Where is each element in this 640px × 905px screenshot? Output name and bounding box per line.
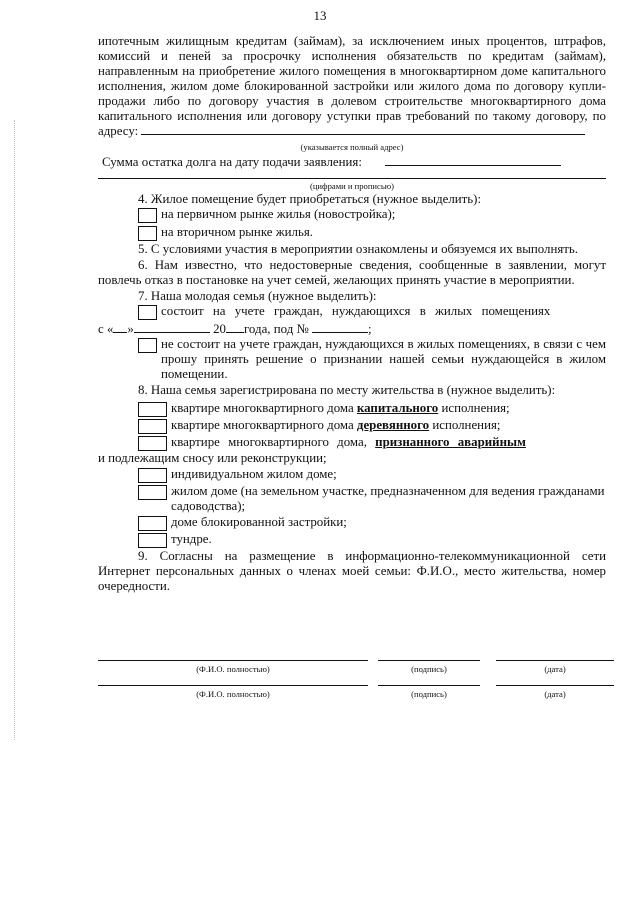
year-field-line[interactable] <box>226 322 244 333</box>
date-quote-close: » <box>127 322 134 336</box>
section-8-option-6 <box>98 515 606 531</box>
debt-amount-line[interactable] <box>385 155 561 166</box>
sign-field-1 <box>378 660 480 674</box>
option-capital-building-label <box>171 401 510 416</box>
debt-label: Сумма остатка долга на дату подачи заявления: <box>102 155 362 169</box>
debt-row <box>98 155 606 170</box>
date-caption-2: (дата) <box>544 689 566 699</box>
opt3-text-a: квартире многоквартирного дома, <box>171 435 376 449</box>
section-7-option-2 <box>98 337 606 382</box>
option-secondary-market-label: на вторичном рынке жилья. <box>161 225 313 239</box>
section-8-option-1 <box>98 401 606 417</box>
section-4-option-2 <box>98 225 606 241</box>
page-number: 13 <box>313 8 327 23</box>
section-8-heading: 8. Наша семья зарегистрирована по месту жительства в (нужное выделить): <box>138 383 556 397</box>
fio-line-1[interactable] <box>98 660 368 661</box>
section-8-option-2 <box>98 418 606 434</box>
date-row-semicolon: ; <box>368 322 372 336</box>
intro-text: ипотечным жилищным кредитам (займам), за исключением иных процентов, штрафов, комиссий и пеней за просрочку исполнения обязательств по кредитам (займам), направленным на приобретение жилого помещения в многоквартирном доме капитального исполнения, жилом доме блокированной застройки или жилого дома по договору купли-продажи либо по договору участия в долевом строительстве многоквартирного дома капитального исполнения или договору уступки прав требований по такому договору, по адресу: <box>98 34 606 138</box>
opt1-text-c: исполнения; <box>438 401 510 415</box>
option-blocked-house-label: доме блокированной застройки; <box>171 515 347 529</box>
registration-date-row <box>98 322 606 337</box>
section-7-option-1 <box>98 304 606 320</box>
date-caption-1: (дата) <box>544 664 566 674</box>
checkbox-tundra[interactable] <box>138 533 167 548</box>
option-registered-label: состоит на учете граждан, нуждающихся в жилых помещениях <box>161 304 551 318</box>
checkbox-wooden-building[interactable] <box>138 419 167 434</box>
registration-number-line[interactable] <box>312 322 368 333</box>
section-8-option-7 <box>98 532 606 548</box>
debt-amount-full-line[interactable] <box>98 178 606 179</box>
opt2-text-a: квартире многоквартирного дома <box>171 418 357 432</box>
signature-row-1 <box>98 660 614 674</box>
year-prefix: 20 <box>213 322 226 336</box>
section-5: 5. С условиями участия в мероприятии ознакомлены и обязуемся их выполнять. <box>138 242 579 256</box>
opt1-text-a: квартире многоквартирного дома <box>171 401 357 415</box>
opt2-text-b: деревянного <box>356 418 430 432</box>
opt1-text-b: капитального <box>356 401 439 415</box>
sign-line-1[interactable] <box>378 660 480 661</box>
section-4-heading: 4. Жилое помещение будет приобретаться (нужное выделить): <box>138 192 482 206</box>
section-8-option-5 <box>98 484 606 514</box>
year-suffix: года, под № <box>243 322 309 336</box>
option-tundra-label: тундре. <box>171 532 212 546</box>
address-caption: (указывается полный адрес) <box>300 142 404 152</box>
margin-dotted-line <box>14 120 16 740</box>
date-field-2 <box>496 685 614 699</box>
option-not-registered-label: не состоит на учете граждан, нуждающихся в жилых помещениях, в связи с чем прошу принять решение о признании нашей семьи нуждающейся в жилом помещении. <box>161 337 606 381</box>
sign-field-2 <box>378 685 480 699</box>
date-line-1[interactable] <box>496 660 614 661</box>
fio-caption-2: (Ф.И.О. полностью) <box>196 689 270 699</box>
fio-field-1 <box>98 660 368 674</box>
month-field-line[interactable] <box>134 322 210 333</box>
section-8-option-3 <box>98 435 606 451</box>
section-7-heading: 7. Наша молодая семья (нужное выделить): <box>138 289 377 303</box>
signature-row-2 <box>98 685 614 699</box>
checkbox-garden-house[interactable] <box>138 485 167 500</box>
date-field-1 <box>496 660 614 674</box>
option-emergency-building-label <box>171 435 526 450</box>
option-garden-house-label: жилом доме (на земельном участке, предназначенном для ведения гражданами садоводства); <box>171 484 605 513</box>
document-body <box>98 34 606 594</box>
date-prefix: с « <box>98 322 114 336</box>
fio-line-2[interactable] <box>98 685 368 686</box>
checkbox-not-registered[interactable] <box>138 338 157 353</box>
date-line-2[interactable] <box>496 685 614 686</box>
section-8-option-4 <box>98 467 606 483</box>
section-6: 6. Нам известно, что недостоверные сведения, сообщенные в заявлении, могут повлечь отказ в постановке на учет семей, желающих принять участие в мероприятии. <box>98 258 606 287</box>
sign-caption-2: (подпись) <box>411 689 447 699</box>
address-field-line[interactable] <box>141 124 585 135</box>
fio-field-2 <box>98 685 368 699</box>
section-9: 9. Согласны на размещение в информационно-телекоммуникационной сети Интернет персональных данных о членах моей семьи: Ф.И.О., место жительства, номер очередности. <box>98 549 606 593</box>
option-wooden-building-label <box>171 418 501 433</box>
amount-caption: (цифрами и прописью) <box>309 181 395 191</box>
sign-caption-1: (подпись) <box>411 664 447 674</box>
checkbox-blocked-house[interactable] <box>138 516 167 531</box>
checkbox-capital-building[interactable] <box>138 402 167 417</box>
opt3-text-c: и подлежащим сносу или реконструкции; <box>98 451 327 465</box>
option-emergency-building-continued <box>98 451 606 466</box>
checkbox-primary-market[interactable] <box>138 208 157 223</box>
option-primary-market-label: на первичном рынке жилья (новостройка); <box>161 207 396 221</box>
sign-line-2[interactable] <box>378 685 480 686</box>
checkbox-individual-house[interactable] <box>138 468 167 483</box>
fio-caption-1: (Ф.И.О. полностью) <box>196 664 270 674</box>
checkbox-registered[interactable] <box>138 305 157 320</box>
day-field-line[interactable] <box>113 322 127 333</box>
checkbox-secondary-market[interactable] <box>138 226 157 241</box>
checkbox-emergency-building[interactable] <box>138 436 167 451</box>
section-4-option-1 <box>98 207 606 223</box>
opt3-text-b: признанного аварийным <box>375 435 526 449</box>
option-individual-house-label: индивидуальном жилом доме; <box>171 467 337 481</box>
opt2-text-c: исполнения; <box>429 418 501 432</box>
intro-paragraph <box>98 34 606 139</box>
